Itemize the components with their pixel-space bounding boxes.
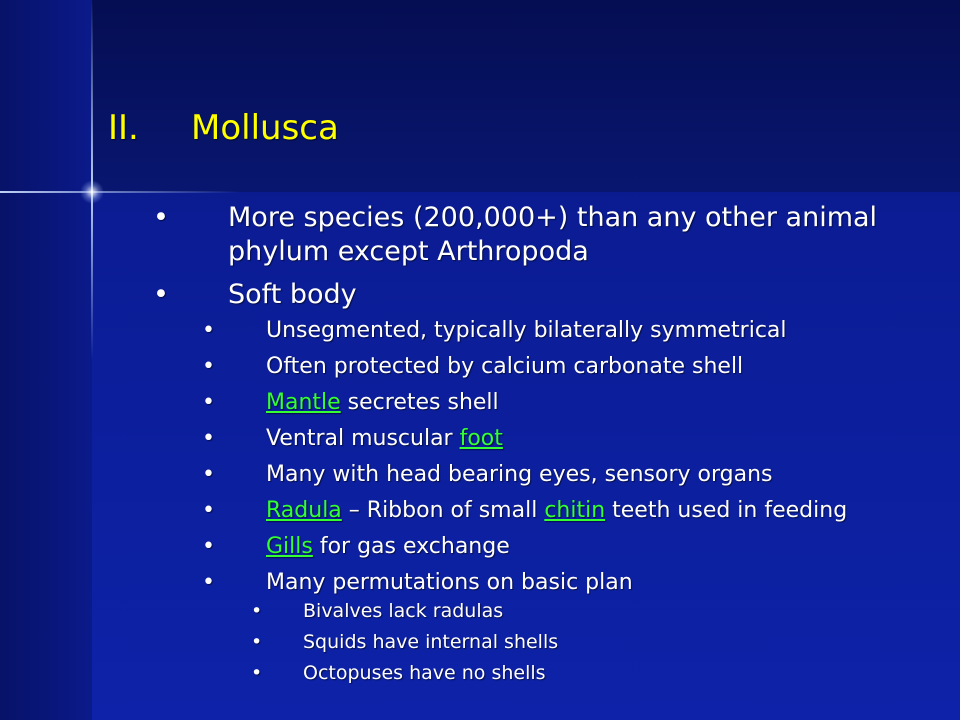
list-item-squids: Squids have internal shells bbox=[303, 631, 559, 653]
list-item-mantle bbox=[266, 390, 499, 415]
foot-pre: Ventral muscular bbox=[266, 426, 460, 451]
bullet-icon: • bbox=[251, 631, 263, 653]
foot-link[interactable]: foot bbox=[459, 426, 503, 451]
title-number: II. bbox=[108, 108, 139, 148]
mantle-link[interactable]: Mantle bbox=[266, 390, 341, 415]
bullet-icon: • bbox=[153, 279, 169, 310]
list-item-foot bbox=[266, 426, 503, 451]
list-item-soft-body: Soft body bbox=[228, 279, 357, 310]
list-item-permutations: Many permutations on basic plan bbox=[266, 570, 633, 595]
left-panel bbox=[0, 0, 92, 720]
bullet-icon: • bbox=[251, 600, 263, 622]
list-item-radula bbox=[266, 498, 847, 523]
bullet-icon: • bbox=[202, 462, 215, 487]
bullet-icon: • bbox=[202, 390, 215, 415]
radula-link[interactable]: Radula bbox=[266, 498, 342, 523]
bullet-icon: • bbox=[202, 534, 215, 559]
bullet-icon: • bbox=[202, 426, 215, 451]
bullet-icon: • bbox=[202, 354, 215, 379]
bullet-icon: • bbox=[202, 570, 215, 595]
bullet-icon: • bbox=[251, 662, 263, 684]
list-item-unsegmented: Unsegmented, typically bilaterally symmetrical bbox=[266, 318, 787, 343]
list-item-bivalves: Bivalves lack radulas bbox=[303, 600, 504, 622]
bullet-icon: • bbox=[153, 202, 169, 233]
mantle-rest: secretes shell bbox=[340, 390, 499, 415]
gills-rest: for gas exchange bbox=[312, 534, 510, 559]
gills-link[interactable]: Gills bbox=[266, 534, 313, 559]
radula-rest: teeth used in feeding bbox=[605, 498, 848, 523]
bullet-icon: • bbox=[202, 318, 215, 343]
horizontal-glow-line bbox=[0, 191, 240, 193]
list-item-head: Many with head bearing eyes, sensory organs bbox=[266, 462, 773, 487]
list-item-gills bbox=[266, 534, 510, 559]
chitin-link[interactable]: chitin bbox=[544, 498, 606, 523]
list-item-species: More species (200,000+) than any other animal bbox=[228, 202, 878, 233]
radula-mid: – Ribbon of small bbox=[341, 498, 545, 523]
glow-star bbox=[80, 180, 104, 204]
title-band bbox=[0, 0, 960, 192]
bullet-icon: • bbox=[202, 498, 215, 523]
list-item-shell: Often protected by calcium carbonate shell bbox=[266, 354, 744, 379]
list-item-species-cont: phylum except Arthropoda bbox=[228, 236, 589, 267]
slide-title: Mollusca bbox=[191, 108, 339, 148]
list-item-octopuses: Octopuses have no shells bbox=[303, 662, 546, 684]
